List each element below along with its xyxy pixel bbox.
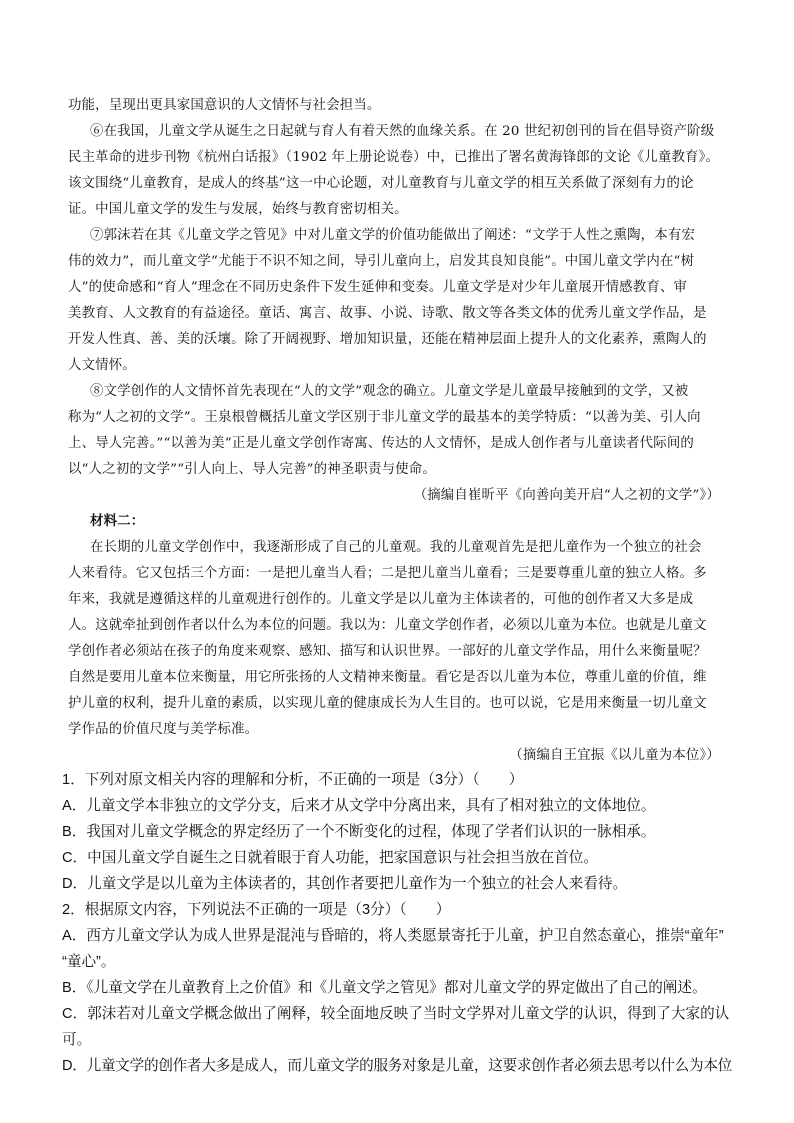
passage-line: 美教育、人文教育的有益途径。童话、寓言、故事、小说、诗歌、散文等各类文体的优秀儿童文学作品，是 [68,306,707,321]
passage-line: 功能，呈现出更具家国意识的人文情怀与社会担当。 [68,98,381,113]
passage-line: ⑥在我国，儿童文学从诞生之日起就与育人有着天然的血缘关系。在 20 世纪初创刊的旨在倡导资产阶级 [90,124,715,139]
passage-line: 该文围绕“儿童教育，是成人的终基”这一中心论题，对儿童教育与儿童文学的相互关系做了深刻有力的论 [68,176,694,191]
passage-line: 开发人性真、善、美的沃壤。除了开阔视野、增加知识量，还能在精神层面上提升人的文化素养，熏陶人的 [68,332,707,347]
passage-line: ⑦郭沫若在其《儿童文学之管见》中对儿童文学的价值功能做出了阐述：“文学于人性之熏陶，本有宏 [90,228,696,243]
passage-line: 民主革命的进步刊物《杭州白话报》（1902 年上册论说卷）中，已推出了署名黄海锋郎的文论《儿童教育》。 [68,150,720,165]
passage-source: （摘编自王宜振《以儿童为本位》） [509,748,720,763]
question-2-stem: 2．根据原文内容，下列说法不正确的一项是（3分）（ ） [62,902,451,918]
passage-line: 人。这就牵扯到创作者以什么为本位的问题。我以为：儿童文学创作者，必须以儿童为本位。也就是儿童文 [68,618,707,633]
passage-line: ⑧文学创作的人文情怀首先表现在“人的文学”观念的确立。儿童文学是儿童最早接触到的文学，又被 [90,384,689,399]
passage-line: 人”的使命感和“育人”理念在不同历史条件下发生延伸和变奏。儿童文学是对少年儿童展开情感教育、审 [68,280,688,295]
passage-source: （摘编自崔昕平《向善向美开启“人之初的文学”》） [413,488,720,503]
passage-line: 学作品的价值尺度与美学标准。 [68,722,259,737]
passage-line: 在长期的儿童文学创作中，我逐渐形成了自己的儿童观。我的儿童观首先是把儿童作为一个独立的社会 [90,540,702,555]
passage-line: 称为“人之初的文学”。王泉根曾概括儿童文学区别于非儿童文学的最基本的美学特质：“以善为美、引人向 [68,410,701,425]
passage-line: 人来看待。它又包括三个方面：一是把儿童当人看；二是把儿童当儿童看；三是要尊重儿童的独立人格。多 [68,566,707,581]
question-2-option-a-cont: “童心”。 [62,954,116,970]
passage-line: 自然是要用儿童本位来衡量，用它所张扬的人文精神来衡量。看它是否以儿童为本位，尊重儿童的价值，维 [68,670,707,685]
passage-line: 上、导人完善。”“以善为美”正是儿童文学创作寄寓、传达的人文情怀，是成人创作者与儿童读者代际间的 [68,436,695,451]
passage-line: 学创作者必须站在孩子的角度来观察、感知、描写和认识世界。一部好的儿童文学作品，用什么来衡量呢？ [68,644,707,659]
question-1-option-c: C．中国儿童文学自诞生之日就着眼于育人功能，把家国意识与社会担当放在首位。 [62,850,598,866]
passage-line: 年来，我就是遵循这样的儿童观进行创作的。儿童文学是以儿童为主体读者的，可他的创作者又大多是成 [68,592,694,607]
material-two-heading: 材料二： [90,513,145,529]
question-1-option-a: A．儿童文学本非独立的文学分支，后来才从文学中分离出来，具有了相对独立的文体地位。 [62,798,656,814]
passage-line: 伟的效力”，而儿童文学“尤能于不识不知之间，导引儿童向上，启发其良知良能”。中国儿童文学内在“树 [68,254,695,269]
question-2-option-d: D．儿童文学的创作者大多是成人，而儿童文学的服务对象是儿童，这要求创作者必须去思考以什么为本位 [62,1058,732,1074]
question-2-option-c-cont: 可。 [62,1032,92,1048]
passage-line: 护儿童的权利，提升儿童的素质，以实现儿童的健康成长为人生目的。也可以说，它是用来衡量一切儿童文 [68,696,707,711]
question-1-option-b: B．我国对儿童文学概念的界定经历了一个不断变化的过程，体现了学者们认识的一脉相承。 [62,824,656,840]
question-2-option-a: A．西方儿童文学认为成人世界是混沌与昏暗的，将人类愿景寄托于儿童，护卫自然态童心，推崇“童年” [62,928,724,944]
passage-line: 人文情怀。 [68,358,136,373]
passage-line: 证。中国儿童文学的发生与发展，始终与教育密切相关。 [68,202,408,217]
question-1-option-d: D．儿童文学是以儿童为主体读者的，其创作者要把儿童作为一个独立的社会人来看待。 [62,876,628,892]
question-2-option-c: C．郭沫若对儿童文学概念做出了阐释，较全面地反映了当时文学界对儿童文学的认识，得到了大家的认 [62,1006,730,1022]
question-1-stem: 1．下列对原文相关内容的理解和分析，不正确的一项是（3分）（ ） [62,772,524,788]
passage-line: 以“人之初的文学”“引人向上、导人完善”的神圣职责与使命。 [68,462,436,477]
question-2-option-b: B．《儿童文学在儿童教育上之价值》和《儿童文学之管见》都对儿童文学的界定做出了自己的阐述。 [62,980,707,996]
